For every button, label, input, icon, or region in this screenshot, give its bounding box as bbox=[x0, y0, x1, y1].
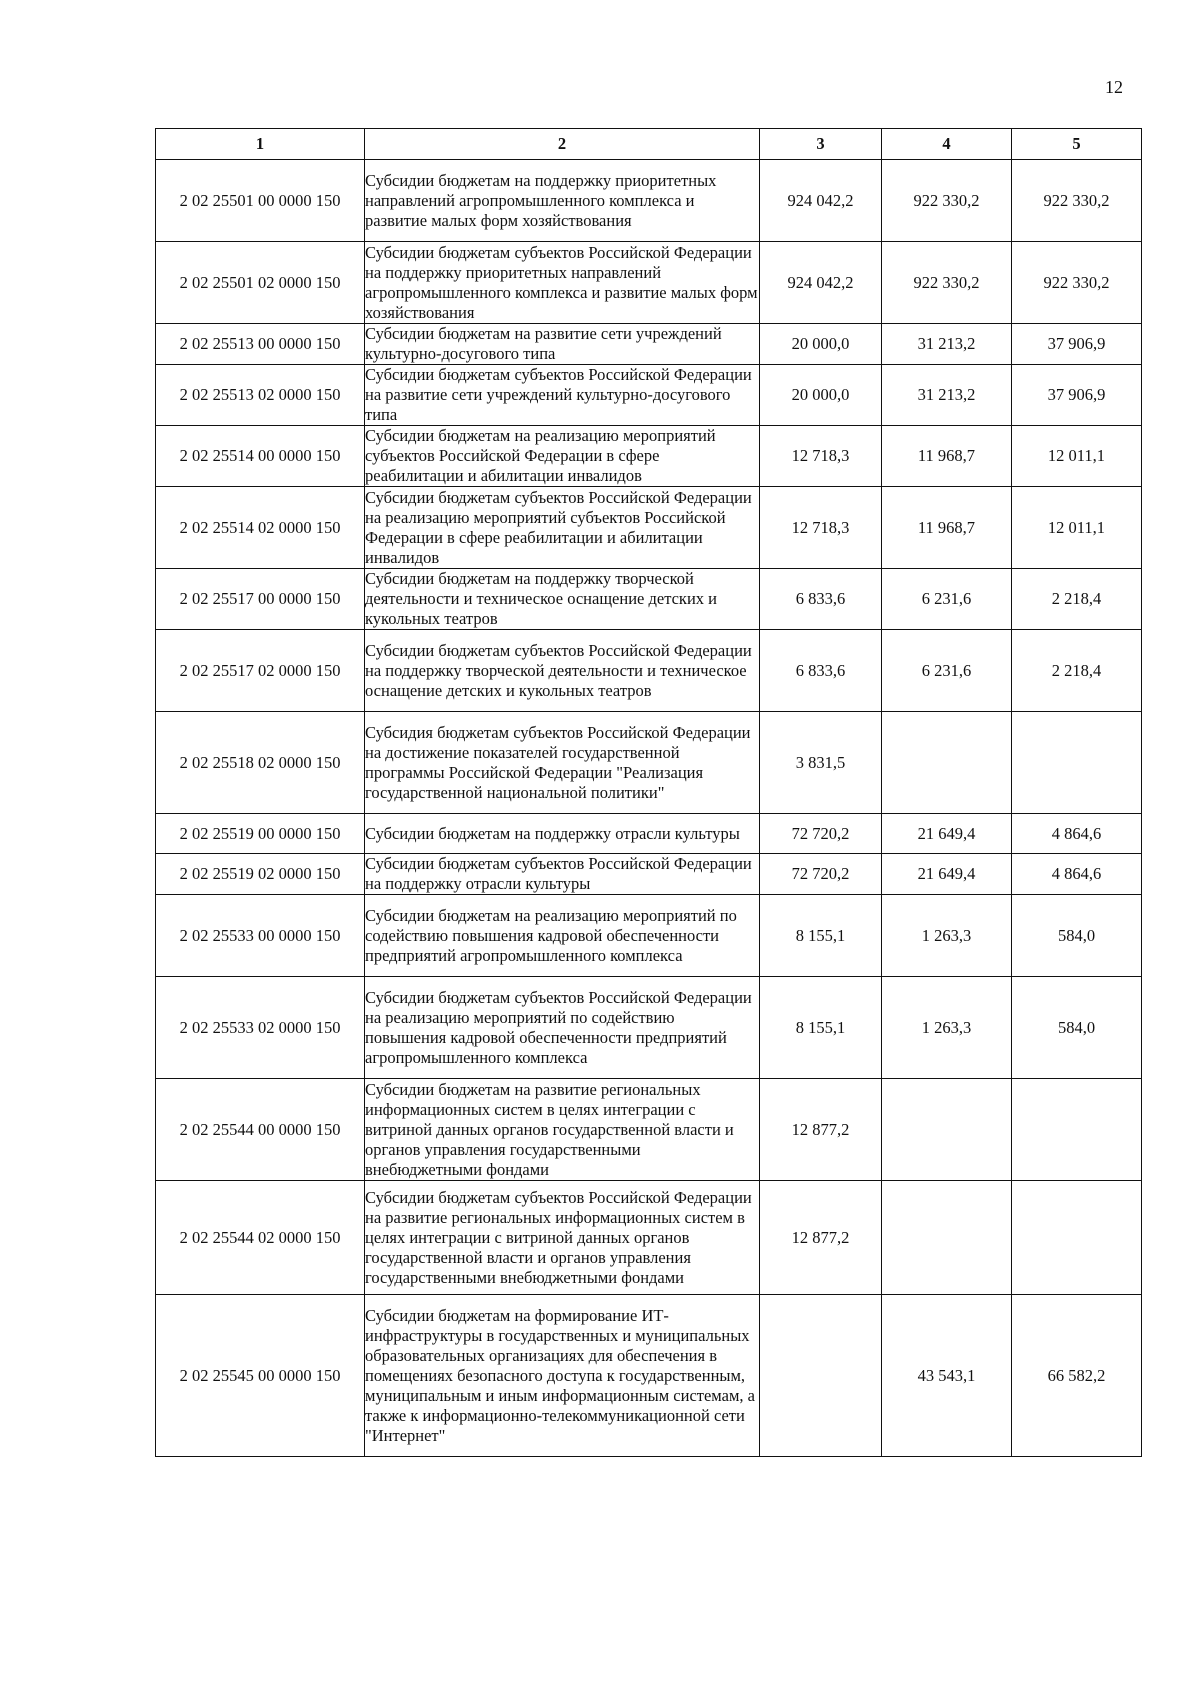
code-cell: 2 02 25514 02 0000 150 bbox=[156, 487, 365, 569]
value-col4-cell: 43 543,1 bbox=[882, 1295, 1012, 1457]
column-header: 3 bbox=[760, 129, 882, 160]
description-cell: Субсидии бюджетам на формирование ИТ-инфраструктуры в государственных и муниципальных образовательных организациях для обеспечения в помещениях безопасного доступа к государственным, муниципальным и иным информационным системам, а также к информационно-телекоммуникационной сети "Интернет" bbox=[365, 1295, 760, 1457]
table-header-row bbox=[156, 129, 1142, 160]
description-cell: Субсидии бюджетам субъектов Российской Федерации на реализацию мероприятий субъектов Российской Федерации в сфере реабилитации и абилитации инвалидов bbox=[365, 487, 760, 569]
code-cell: 2 02 25501 00 0000 150 bbox=[156, 160, 365, 242]
description-cell: Субсидии бюджетам на поддержку творческой деятельности и техническое оснащение детских и кукольных театров bbox=[365, 569, 760, 630]
value-col4-cell: 31 213,2 bbox=[882, 324, 1012, 365]
value-col3-cell: 924 042,2 bbox=[760, 160, 882, 242]
code-cell: 2 02 25519 02 0000 150 bbox=[156, 854, 365, 895]
page-number: 12 bbox=[1105, 77, 1123, 97]
description-cell: Субсидии бюджетам на реализацию мероприятий субъектов Российской Федерации в сфере реабилитации и абилитации инвалидов bbox=[365, 426, 760, 487]
table-row bbox=[156, 1181, 1142, 1295]
budget-table bbox=[155, 128, 1142, 1457]
value-col5-cell: 922 330,2 bbox=[1012, 160, 1142, 242]
value-col5-cell bbox=[1012, 712, 1142, 814]
code-cell: 2 02 25545 00 0000 150 bbox=[156, 1295, 365, 1457]
value-col4-cell: 922 330,2 bbox=[882, 242, 1012, 324]
value-col4-cell: 31 213,2 bbox=[882, 365, 1012, 426]
description-cell: Субсидия бюджетам субъектов Российской Федерации на достижение показателей государственной программы Российской Федерации "Реализация государственной национальной политики" bbox=[365, 712, 760, 814]
description-cell: Субсидии бюджетам субъектов Российской Федерации на реализацию мероприятий по содействию повышения кадровой обеспеченности предприятий агропромышленного комплекса bbox=[365, 977, 760, 1079]
description-cell: Субсидии бюджетам субъектов Российской Федерации на поддержку творческой деятельности и техническое оснащение детских и кукольных театров bbox=[365, 630, 760, 712]
value-col3-cell: 12 877,2 bbox=[760, 1079, 882, 1181]
value-col3-cell: 72 720,2 bbox=[760, 854, 882, 895]
description-cell: Субсидии бюджетам субъектов Российской Федерации на поддержку приоритетных направлений агропромышленного комплекса и развитие малых форм хозяйствования bbox=[365, 242, 758, 322]
value-col4-cell bbox=[882, 1181, 1012, 1295]
code-cell: 2 02 25501 02 0000 150 bbox=[156, 242, 365, 324]
column-header: 2 bbox=[365, 129, 760, 160]
code-cell: 2 02 25514 00 0000 150 bbox=[156, 426, 365, 487]
value-col5-cell: 37 906,9 bbox=[1012, 365, 1142, 426]
value-col4-cell: 11 968,7 bbox=[882, 426, 1012, 487]
column-header: 4 bbox=[882, 129, 1012, 160]
value-col4-cell: 1 263,3 bbox=[882, 977, 1012, 1079]
value-col5-cell bbox=[1012, 1079, 1142, 1181]
description-cell: Субсидии бюджетам на поддержку отрасли культуры bbox=[365, 814, 760, 854]
value-col5-cell: 584,0 bbox=[1012, 895, 1142, 977]
table-row bbox=[156, 426, 1142, 487]
value-col5-cell: 12 011,1 bbox=[1012, 426, 1142, 487]
table-row bbox=[156, 630, 1142, 712]
value-col4-cell: 1 263,3 bbox=[882, 895, 1012, 977]
table-row bbox=[156, 569, 1142, 630]
value-col3-cell: 924 042,2 bbox=[760, 242, 882, 324]
value-col4-cell bbox=[882, 1079, 1012, 1181]
code-cell: 2 02 25517 02 0000 150 bbox=[156, 630, 365, 712]
column-header: 5 bbox=[1012, 129, 1142, 160]
value-col3-cell: 12 718,3 bbox=[760, 487, 882, 569]
value-col3-cell: 20 000,0 bbox=[760, 365, 882, 426]
description-cell: Субсидии бюджетам субъектов Российской Федерации на поддержку отрасли культуры bbox=[365, 854, 760, 895]
table-row bbox=[156, 895, 1142, 977]
value-col5-cell: 2 218,4 bbox=[1012, 569, 1142, 630]
value-col4-cell: 11 968,7 bbox=[882, 487, 1012, 569]
table-row bbox=[156, 242, 1142, 324]
code-cell: 2 02 25513 00 0000 150 bbox=[156, 324, 365, 365]
value-col5-cell: 37 906,9 bbox=[1012, 324, 1142, 365]
table-row bbox=[156, 977, 1142, 1079]
value-col3-cell: 20 000,0 bbox=[760, 324, 882, 365]
code-cell: 2 02 25533 02 0000 150 bbox=[156, 977, 365, 1079]
value-col3-cell: 6 833,6 bbox=[760, 569, 882, 630]
value-col5-cell: 4 864,6 bbox=[1012, 854, 1142, 895]
value-col5-cell: 12 011,1 bbox=[1012, 487, 1142, 569]
value-col4-cell: 6 231,6 bbox=[882, 569, 1012, 630]
table-row bbox=[156, 814, 1142, 854]
value-col4-cell: 21 649,4 bbox=[882, 814, 1012, 854]
value-col3-cell bbox=[760, 1295, 882, 1457]
value-col5-cell: 66 582,2 bbox=[1012, 1295, 1142, 1457]
description-cell: Субсидии бюджетам на поддержку приоритетных направлений агропромышленного комплекса и развитие малых форм хозяйствования bbox=[365, 160, 760, 242]
value-col3-cell: 8 155,1 bbox=[760, 895, 882, 977]
table-row bbox=[156, 365, 1142, 426]
table-row bbox=[156, 324, 1142, 365]
value-col4-cell: 6 231,6 bbox=[882, 630, 1012, 712]
value-col4-cell bbox=[882, 712, 1012, 814]
code-cell: 2 02 25544 00 0000 150 bbox=[156, 1079, 365, 1181]
value-col3-cell: 3 831,5 bbox=[760, 712, 882, 814]
description-cell: Субсидии бюджетам на развитие региональных информационных систем в целях интеграции с витриной данных органов государственной власти и органов управления государственными внебюджетными фондами bbox=[365, 1079, 760, 1181]
value-col4-cell: 21 649,4 bbox=[882, 854, 1012, 895]
description-cell: Субсидии бюджетам на реализацию мероприятий по содействию повышения кадровой обеспеченности предприятий агропромышленного комплекса bbox=[365, 895, 760, 977]
table-row bbox=[156, 487, 1142, 569]
value-col4-cell: 922 330,2 bbox=[882, 160, 1012, 242]
value-col3-cell: 12 877,2 bbox=[760, 1181, 882, 1295]
code-cell: 2 02 25544 02 0000 150 bbox=[156, 1181, 365, 1295]
value-col3-cell: 6 833,6 bbox=[760, 630, 882, 712]
value-col5-cell: 584,0 bbox=[1012, 977, 1142, 1079]
code-cell: 2 02 25519 00 0000 150 bbox=[156, 814, 365, 854]
code-cell: 2 02 25518 02 0000 150 bbox=[156, 712, 365, 814]
value-col5-cell bbox=[1012, 1181, 1142, 1295]
value-col5-cell: 4 864,6 bbox=[1012, 814, 1142, 854]
value-col3-cell: 12 718,3 bbox=[760, 426, 882, 487]
code-cell: 2 02 25533 00 0000 150 bbox=[156, 895, 365, 977]
description-cell: Субсидии бюджетам на развитие сети учреждений культурно-досугового типа bbox=[365, 324, 760, 365]
value-col5-cell: 2 218,4 bbox=[1012, 630, 1142, 712]
table-row bbox=[156, 854, 1142, 895]
value-col3-cell: 8 155,1 bbox=[760, 977, 882, 1079]
table-row bbox=[156, 712, 1142, 814]
code-cell: 2 02 25517 00 0000 150 bbox=[156, 569, 365, 630]
description-cell: Субсидии бюджетам субъектов Российской Федерации на развитие сети учреждений культурно-досугового типа bbox=[365, 365, 760, 426]
table-row bbox=[156, 1079, 1142, 1181]
column-header: 1 bbox=[156, 129, 365, 160]
description-cell: Субсидии бюджетам субъектов Российской Федерации на развитие региональных информационных систем в целях интеграции с витриной данных органов государственной власти и органов управления государственными внебюджетными фондами bbox=[365, 1181, 760, 1295]
table-row bbox=[156, 160, 1142, 242]
value-col3-cell: 72 720,2 bbox=[760, 814, 882, 854]
value-col5-cell: 922 330,2 bbox=[1012, 242, 1142, 324]
table-row bbox=[156, 1295, 1142, 1457]
code-cell: 2 02 25513 02 0000 150 bbox=[156, 365, 365, 426]
